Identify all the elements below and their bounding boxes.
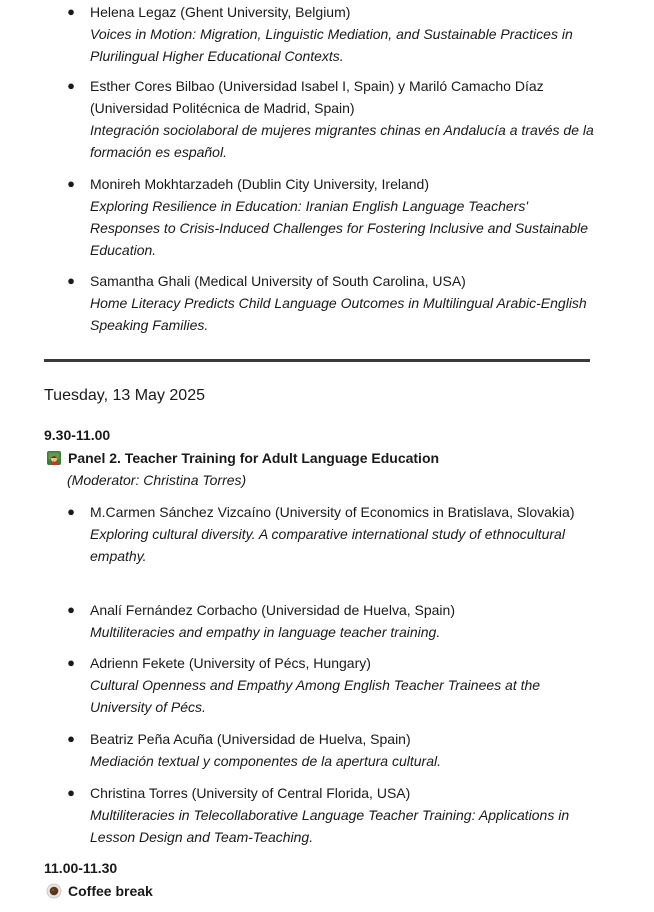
talk-author: Samantha Ghali (Medical University of South Carolina, USA) <box>90 273 466 289</box>
panel-1-talk-list <box>0 270 654 336</box>
session-title: Coffee break <box>68 883 153 899</box>
talk-title: Home Literacy Predicts Child Language Outcomes in Multilingual Arabic-English Speaking Families. <box>90 295 587 333</box>
talk-author: Adrienn Fekete (University of Pécs, Hungary) <box>90 655 371 671</box>
panel-2-talk-list <box>0 728 654 772</box>
bullet-icon: ● <box>67 602 75 617</box>
list-item <box>0 501 654 567</box>
session-heading <box>46 881 153 901</box>
session-moderator: (Moderator: Christina Torres) <box>67 472 247 488</box>
bullet-icon: ● <box>67 176 75 191</box>
panel-2-talk-list <box>0 782 654 848</box>
list-item <box>0 599 654 643</box>
bullet-icon: ● <box>67 655 75 670</box>
list-item <box>0 173 654 261</box>
talk-title: Exploring cultural diversity. A comparative international study of ethnocultural empathy. <box>90 526 565 564</box>
session-heading <box>46 448 439 468</box>
bullet-icon: ● <box>67 731 75 746</box>
day-heading: Tuesday, 13 May 2025 <box>44 387 205 404</box>
talk-title: Voices in Motion: Migration, Linguistic Mediation, and Sustainable Practices in Plurilingual Higher Educational Contexts. <box>90 26 573 64</box>
talk-title: Mediación textual y componentes de la apertura cultural. <box>90 753 441 769</box>
session-title: Panel 2. Teacher Training for Adult Language Education <box>68 450 440 466</box>
list-item <box>0 728 654 772</box>
talk-author: Christina Torres (University of Central Florida, USA) <box>90 785 411 801</box>
session-time: 9.30-11.00 <box>44 427 111 443</box>
panel-2-talk-list <box>0 599 654 643</box>
bullet-icon: ● <box>67 273 75 288</box>
list-item <box>0 782 654 848</box>
talk-title: Multiliteracies in Telecollaborative Language Teacher Training: Applications in Lesson Design and Team-Teaching. <box>90 807 570 845</box>
session-time: 11.00-11.30 <box>44 860 118 876</box>
talk-title: Exploring Resilience in Education: Iranian English Language Teachers' Responses to Crisis-Induced Challenges for Fostering Inclusive and Sustainable Education. <box>90 198 589 258</box>
bullet-icon: ● <box>67 78 75 93</box>
talk-author: Monireh Mokhtarzadeh (Dublin City University, Ireland) <box>90 176 429 192</box>
talk-title: Cultural Openness and Empathy Among English Teacher Trainees at the University of Pécs. <box>90 677 541 715</box>
bullet-icon: ● <box>67 785 75 800</box>
panel-1-talk-list <box>0 1 654 67</box>
talk-title: Integración sociolaboral de mujeres migrantes chinas en Andalucía a través de la formación es español. <box>90 122 594 160</box>
talk-author: Analí Fernández Corbacho (Universidad de Huelva, Spain) <box>90 602 455 618</box>
list-item <box>0 1 654 67</box>
bullet-icon: ● <box>67 504 75 519</box>
talk-author: Helena Legaz (Ghent University, Belgium) <box>90 4 351 20</box>
teacher-icon <box>46 450 62 466</box>
talk-author: Esther Cores Bilbao (Universidad Isabel I, Spain) y Mariló Camacho Díaz (Universidad Politécnica de Madrid, Spain) <box>90 78 544 116</box>
list-item <box>0 270 654 336</box>
section-divider <box>44 359 590 362</box>
bullet-icon: ● <box>67 4 75 19</box>
talk-author: Beatriz Peña Acuña (Universidad de Huelva, Spain) <box>90 731 411 747</box>
panel-1-talk-list <box>0 173 654 261</box>
talk-title: Multiliteracies and empathy in language teacher training. <box>90 624 441 640</box>
coffee-icon <box>46 883 62 899</box>
panel-1-talk-list <box>0 75 654 163</box>
list-item <box>0 652 654 718</box>
panel-2-talk-list <box>0 501 654 567</box>
panel-2-talk-list <box>0 652 654 718</box>
talk-author: M.Carmen Sánchez Vizcaíno (University of Economics in Bratislava, Slovakia) <box>90 504 575 520</box>
list-item <box>0 75 654 163</box>
